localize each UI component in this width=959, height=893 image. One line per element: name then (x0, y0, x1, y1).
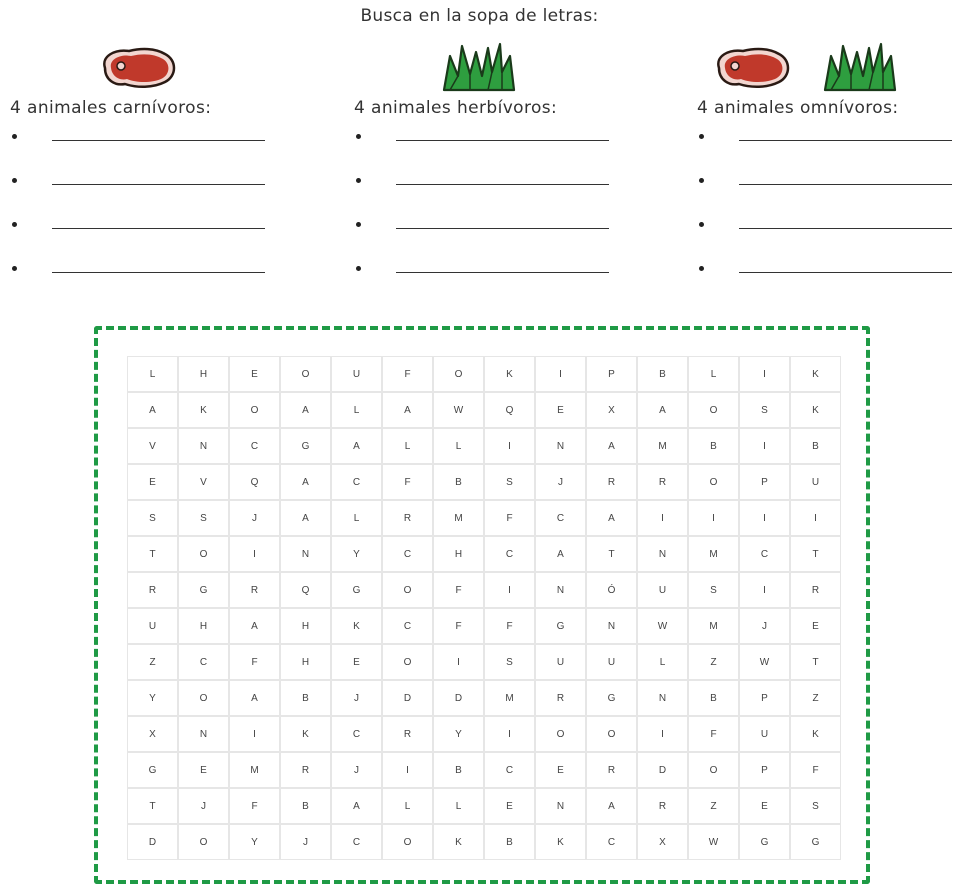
letter-cell[interactable]: B (638, 357, 687, 391)
letter-cell[interactable]: O (383, 645, 432, 679)
bullet-icon (356, 178, 361, 183)
letter-cell[interactable]: A (281, 501, 330, 535)
letter-cell[interactable]: O (383, 573, 432, 607)
letter-cell[interactable]: I (485, 573, 534, 607)
page-title: Busca en la sopa de letras: (360, 6, 599, 26)
letter-cell[interactable]: D (128, 825, 177, 859)
letter-cell[interactable]: C (383, 609, 432, 643)
letter-cell[interactable]: G (536, 609, 585, 643)
letter-cell[interactable]: S (128, 501, 177, 535)
letter-cell[interactable]: K (434, 825, 483, 859)
letter-cell[interactable]: L (689, 357, 738, 391)
letter-cell[interactable]: A (587, 789, 636, 823)
letter-cell[interactable]: M (230, 753, 279, 787)
letter-cell[interactable]: I (740, 573, 789, 607)
bullet-icon (699, 134, 704, 139)
letter-cell[interactable]: I (740, 357, 789, 391)
letter-cell[interactable]: Z (689, 645, 738, 679)
letter-cell[interactable]: U (791, 465, 840, 499)
letter-cell[interactable]: B (434, 465, 483, 499)
herbivores-heading: 4 animales herbívoros: (354, 98, 558, 118)
letter-cell[interactable]: R (383, 717, 432, 751)
answer-line[interactable] (354, 162, 634, 206)
letter-cell[interactable]: Z (689, 789, 738, 823)
letter-cell[interactable]: L (434, 429, 483, 463)
letter-cell[interactable]: A (536, 537, 585, 571)
letter-cell[interactable]: L (638, 645, 687, 679)
letter-cell[interactable]: O (179, 681, 228, 715)
letter-cell[interactable]: O (689, 393, 738, 427)
letter-cell[interactable]: T (587, 537, 636, 571)
letter-cell[interactable]: A (128, 393, 177, 427)
letter-cell[interactable]: Q (230, 465, 279, 499)
letter-cell[interactable]: M (638, 429, 687, 463)
letter-cell[interactable]: Y (230, 825, 279, 859)
letter-cell[interactable]: R (638, 789, 687, 823)
steak-icon (711, 46, 791, 92)
letter-cell[interactable]: W (740, 645, 789, 679)
letter-cell[interactable]: O (434, 357, 483, 391)
letter-cell[interactable]: H (179, 357, 228, 391)
letter-cell[interactable]: F (230, 645, 279, 679)
letter-cell[interactable]: A (230, 609, 279, 643)
letter-cell[interactable]: O (587, 717, 636, 751)
letter-cell[interactable]: S (485, 465, 534, 499)
letter-cell[interactable]: F (383, 465, 432, 499)
letter-cell[interactable]: S (791, 789, 840, 823)
letter-cell[interactable]: F (383, 357, 432, 391)
letter-cell[interactable]: U (332, 357, 381, 391)
answer-line[interactable] (697, 162, 959, 206)
letter-cell[interactable]: U (638, 573, 687, 607)
letter-cell[interactable]: C (485, 537, 534, 571)
letter-cell[interactable]: S (740, 393, 789, 427)
bullet-icon (699, 266, 704, 271)
letter-cell[interactable]: K (179, 393, 228, 427)
letter-cell[interactable]: I (383, 753, 432, 787)
letter-cell[interactable]: N (281, 537, 330, 571)
letter-cell[interactable]: T (791, 645, 840, 679)
letter-cell[interactable]: N (536, 789, 585, 823)
letter-cell[interactable]: E (179, 753, 228, 787)
letter-cell[interactable]: C (230, 429, 279, 463)
grass-icon (821, 42, 901, 92)
letter-cell[interactable]: A (281, 465, 330, 499)
word-search-grid (127, 356, 841, 860)
bullet-icon (12, 222, 17, 227)
letter-cell[interactable]: P (740, 465, 789, 499)
letter-cell[interactable]: I (638, 501, 687, 535)
letter-cell[interactable]: C (332, 465, 381, 499)
bullet-icon (12, 178, 17, 183)
bullet-icon (356, 266, 361, 271)
letter-cell[interactable]: H (434, 537, 483, 571)
letter-cell[interactable]: L (434, 789, 483, 823)
letter-cell[interactable]: T (791, 537, 840, 571)
carnivores-column (10, 40, 290, 294)
letter-cell[interactable]: C (536, 501, 585, 535)
answer-line[interactable] (354, 206, 634, 250)
letter-cell[interactable]: G (740, 825, 789, 859)
letter-cell[interactable]: F (689, 717, 738, 751)
letter-cell[interactable]: G (281, 429, 330, 463)
letter-cell[interactable]: Q (485, 393, 534, 427)
letter-cell[interactable]: U (536, 645, 585, 679)
letter-cell[interactable]: A (230, 681, 279, 715)
letter-cell[interactable]: S (485, 645, 534, 679)
letter-cell[interactable]: B (689, 429, 738, 463)
letter-cell[interactable]: R (791, 573, 840, 607)
letter-cell[interactable]: R (536, 681, 585, 715)
letter-cell[interactable]: O (179, 537, 228, 571)
letter-cell[interactable]: G (587, 681, 636, 715)
letter-cell[interactable]: O (689, 753, 738, 787)
letter-cell[interactable]: E (230, 357, 279, 391)
letter-cell[interactable]: I (536, 357, 585, 391)
letter-cell[interactable]: A (638, 393, 687, 427)
letter-cell[interactable]: X (128, 717, 177, 751)
letter-cell[interactable]: Y (434, 717, 483, 751)
letter-cell[interactable]: A (332, 429, 381, 463)
letter-cell[interactable]: E (485, 789, 534, 823)
answer-line[interactable] (10, 118, 290, 162)
letter-cell[interactable]: S (179, 501, 228, 535)
letter-cell[interactable]: I (740, 501, 789, 535)
letter-cell[interactable]: C (383, 537, 432, 571)
letter-cell[interactable]: W (434, 393, 483, 427)
letter-cell[interactable]: V (128, 429, 177, 463)
letter-cell[interactable]: R (587, 465, 636, 499)
letter-cell[interactable]: N (638, 537, 687, 571)
letter-cell[interactable]: K (791, 357, 840, 391)
letter-cell[interactable]: A (587, 501, 636, 535)
letter-cell[interactable]: E (740, 789, 789, 823)
letter-cell[interactable]: Y (128, 681, 177, 715)
letter-cell[interactable]: A (383, 393, 432, 427)
letter-cell[interactable]: N (536, 573, 585, 607)
answer-line[interactable] (10, 162, 290, 206)
letter-cell[interactable]: F (434, 609, 483, 643)
letter-cell[interactable]: U (587, 645, 636, 679)
letter-cell[interactable]: W (638, 609, 687, 643)
answer-line[interactable] (697, 206, 959, 250)
letter-cell[interactable]: B (281, 681, 330, 715)
letter-cell[interactable]: E (332, 645, 381, 679)
letter-cell[interactable]: T (128, 537, 177, 571)
letter-cell[interactable]: C (332, 717, 381, 751)
letter-cell[interactable]: C (485, 753, 534, 787)
letter-cell[interactable]: H (281, 645, 330, 679)
answer-line[interactable] (354, 118, 634, 162)
letter-cell[interactable]: L (128, 357, 177, 391)
letter-cell[interactable]: L (332, 501, 381, 535)
letter-cell[interactable]: O (689, 465, 738, 499)
letter-cell[interactable]: F (230, 789, 279, 823)
letter-cell[interactable]: J (179, 789, 228, 823)
grass-icon (440, 42, 520, 92)
letter-cell[interactable]: J (740, 609, 789, 643)
letter-cell[interactable]: D (638, 753, 687, 787)
letter-cell[interactable]: E (791, 609, 840, 643)
letter-cell[interactable]: D (383, 681, 432, 715)
letter-cell[interactable]: C (740, 537, 789, 571)
letter-cell[interactable]: A (281, 393, 330, 427)
bullet-icon (699, 178, 704, 183)
letter-cell[interactable]: K (332, 609, 381, 643)
bullet-icon (699, 222, 704, 227)
letter-cell[interactable]: J (281, 825, 330, 859)
letter-cell[interactable]: G (791, 825, 840, 859)
letter-cell[interactable]: O (281, 357, 330, 391)
letter-cell[interactable]: E (536, 753, 585, 787)
letter-cell[interactable]: U (740, 717, 789, 751)
letter-cell[interactable]: E (536, 393, 585, 427)
letter-cell[interactable]: F (791, 753, 840, 787)
letter-cell[interactable]: O (383, 825, 432, 859)
answer-line[interactable] (697, 118, 959, 162)
omnivores-heading: 4 animales omnívoros: (697, 98, 899, 118)
letter-cell[interactable]: R (128, 573, 177, 607)
letter-cell[interactable]: P (587, 357, 636, 391)
bullet-icon (12, 134, 17, 139)
letter-cell[interactable]: N (638, 681, 687, 715)
letter-cell[interactable]: C (332, 825, 381, 859)
letter-cell[interactable]: J (332, 753, 381, 787)
letter-cell[interactable]: S (689, 573, 738, 607)
letter-cell[interactable]: I (689, 501, 738, 535)
letter-cell[interactable]: B (689, 681, 738, 715)
letter-cell[interactable]: N (179, 717, 228, 751)
answer-line[interactable] (10, 250, 290, 294)
letter-cell[interactable]: M (485, 681, 534, 715)
letter-cell[interactable]: I (434, 645, 483, 679)
letter-cell[interactable]: P (740, 681, 789, 715)
letter-cell[interactable]: Y (332, 537, 381, 571)
letter-cell[interactable]: E (128, 465, 177, 499)
letter-cell[interactable]: R (281, 753, 330, 787)
letter-cell[interactable]: Q (281, 573, 330, 607)
letter-cell[interactable]: L (332, 393, 381, 427)
letter-cell[interactable]: M (434, 501, 483, 535)
letter-cell[interactable]: U (128, 609, 177, 643)
letter-cell[interactable]: Z (128, 645, 177, 679)
letter-cell[interactable]: P (740, 753, 789, 787)
letter-cell[interactable]: I (485, 717, 534, 751)
letter-cell[interactable]: B (434, 753, 483, 787)
letter-cell[interactable]: R (230, 573, 279, 607)
letter-cell[interactable]: C (587, 825, 636, 859)
letter-cell[interactable]: B (791, 429, 840, 463)
letter-cell[interactable]: G (128, 753, 177, 787)
letter-cell[interactable]: H (179, 609, 228, 643)
letter-cell[interactable]: W (689, 825, 738, 859)
letter-cell[interactable]: M (689, 609, 738, 643)
bullet-icon (356, 222, 361, 227)
letter-cell[interactable]: K (791, 393, 840, 427)
letter-cell[interactable]: H (281, 609, 330, 643)
letter-cell[interactable]: G (332, 573, 381, 607)
letter-cell[interactable]: A (587, 429, 636, 463)
letter-cell[interactable]: X (638, 825, 687, 859)
letter-cell[interactable]: C (179, 645, 228, 679)
letter-cell[interactable]: I (485, 429, 534, 463)
omnivores-column (697, 40, 959, 294)
letter-cell[interactable]: R (383, 501, 432, 535)
letter-cell[interactable]: K (791, 717, 840, 751)
letter-cell[interactable]: F (434, 573, 483, 607)
letter-cell[interactable]: I (740, 429, 789, 463)
letter-cell[interactable]: A (332, 789, 381, 823)
letter-cell[interactable]: B (485, 825, 534, 859)
letter-cell[interactable]: N (179, 429, 228, 463)
letter-cell[interactable]: R (638, 465, 687, 499)
bullet-icon (356, 134, 361, 139)
answer-line[interactable] (10, 206, 290, 250)
letter-cell[interactable]: R (587, 753, 636, 787)
letter-cell[interactable]: Ó (587, 573, 636, 607)
letter-cell[interactable]: N (587, 609, 636, 643)
carnivores-heading: 4 animales carnívoros: (10, 98, 212, 118)
letter-cell[interactable]: L (383, 429, 432, 463)
letter-cell[interactable]: T (128, 789, 177, 823)
letter-cell[interactable]: O (179, 825, 228, 859)
letter-cell[interactable]: N (536, 429, 585, 463)
answer-line[interactable] (697, 250, 959, 294)
letter-cell[interactable]: J (230, 501, 279, 535)
letter-cell[interactable]: O (536, 717, 585, 751)
letter-cell[interactable]: V (179, 465, 228, 499)
letter-cell[interactable]: G (179, 573, 228, 607)
letter-cell[interactable]: X (587, 393, 636, 427)
letter-cell[interactable]: O (230, 393, 279, 427)
herbivores-column (354, 40, 634, 294)
letter-cell[interactable]: K (485, 357, 534, 391)
bullet-icon (12, 266, 17, 271)
steak-icon (97, 46, 177, 92)
letter-cell[interactable]: I (638, 717, 687, 751)
letter-cell[interactable]: F (485, 501, 534, 535)
letter-cell[interactable]: J (332, 681, 381, 715)
letter-cell[interactable]: K (536, 825, 585, 859)
letter-cell[interactable]: L (383, 789, 432, 823)
letter-cell[interactable]: F (485, 609, 534, 643)
letter-cell[interactable]: Z (791, 681, 840, 715)
answer-line[interactable] (354, 250, 634, 294)
letter-cell[interactable]: M (689, 537, 738, 571)
letter-cell[interactable]: B (281, 789, 330, 823)
letter-cell[interactable]: D (434, 681, 483, 715)
letter-cell[interactable]: K (281, 717, 330, 751)
letter-cell[interactable]: I (791, 501, 840, 535)
letter-cell[interactable]: I (230, 717, 279, 751)
letter-cell[interactable]: I (230, 537, 279, 571)
letter-cell[interactable]: J (536, 465, 585, 499)
